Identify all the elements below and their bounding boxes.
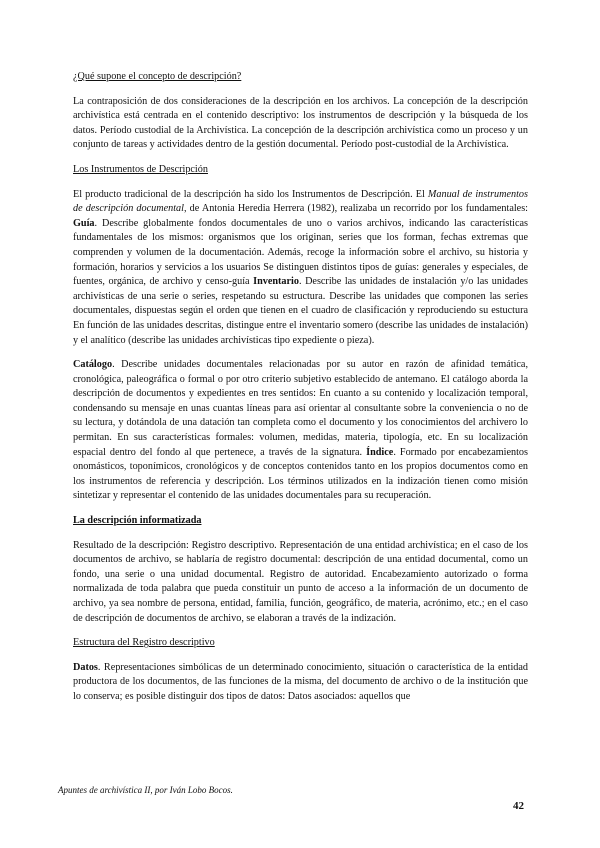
- term-datos: Datos: [73, 661, 98, 673]
- paragraph-concepto: La contraposición de dos consideraciones de la descripción en los archivos. La concepción de la descripción archivística está centrada en el contenido descriptivo: los instrumentos de descripción y la búsqueda de los datos. Período custodial de la Archivística. La concepción de la descripción archivística como un proceso y un conjunto de tareas y actividades dentro de la gestión documental. Período post-custodial de la Archivística.: [73, 95, 528, 151]
- section-heading-concepto: ¿Qué supone el concepto de descripción?: [73, 71, 242, 82]
- term-indice: Índice: [366, 446, 394, 458]
- text-span: , de Antonia Heredia Herrera (1982), realizaba un recorrido por los fundamentales:: [183, 203, 528, 215]
- paragraph-catalogo-indice: [73, 358, 528, 504]
- term-catalogo: Catálogo: [73, 359, 113, 371]
- paragraph-instrumentos-guia-inventario: [73, 188, 528, 349]
- term-inventario: Inventario: [253, 276, 299, 288]
- term-guia: Guía: [73, 217, 95, 229]
- section-heading-informatizada: La descripción informatizada: [73, 515, 202, 527]
- page-content: [73, 70, 528, 715]
- text-span: . Formado por encabezamientos onomásticos, toponímicos, cronológicos y de conceptos contenidos tanto en los propios documentos como en los instrumentos de referencia y descripción. Los términos utilizados en la indización tienen como misión sintetizar y representar el contenido de las unidades documentales para su recuperación.: [73, 446, 528, 502]
- section-heading-instrumentos: Los Instrumentos de Descripción: [73, 163, 208, 175]
- text-span: . Describe unidades documentales relacionadas por su autor en razón de afinidad temática, cronológica, paleográfica o formal o por otro criterio subjetivo establecido de antemano. El catálogo aborda la descripción de documentos y expedientes en tres sentidos: En cuanto a su contenido y localización temporal, condensando su mensaje en unas cuantas líneas para así orientar al consultante sobre la conveniencia o no de su lectura, y dotándola de una datación tan completa como el documento y los conocimientos del archivero lo permitan. En sus características formales: volumen, medidas, materia, tipología, etc. En su localización espacial dentro del fondo al que pertenece, a través de la signatura.: [73, 359, 528, 458]
- paragraph-estructura: [73, 661, 528, 705]
- text-span: . Representaciones simbólicas de un determinado conocimiento, situación o característica de la entidad productora de los documentos, de las funciones de la misma, del documento de archivo o de la institución que lo conserva; es posible distinguir dos tipos de datos: Datos asociados: aquellos que: [73, 661, 528, 702]
- text-span: . Describe las unidades de instalación y/o las unidades archivísticas de una serie o series, respetando su estructura. Describe las unidades que componen las series documentales, dispuestas según el orden que tienen en el cuadro de clasificación y reproduciendo su estuctura En función de las unidades descritas, distingue entre el inventario somero (describe las unidades de instalación) y el analítico (describe las unidades archivísticas tipo expediente o pieza).: [73, 276, 528, 346]
- page-number: 42: [513, 800, 524, 812]
- section-heading-estructura: Estructura del Registro descriptivo: [73, 637, 215, 649]
- text-span: . Describe globalmente fondos documentales de uno o varios archivos, indicando las características fundamentales de los mismos: organismos que los originan, series que los forman, fechas extremas que comprenden y volumen de la documentación. Además, recoge la información sobre el archivo, su historia y formación, horarios y servicios a los usuarios Se distinguen distintos tipos de guías: generales y especiales, de fuentes, orgánica, de archivo y censo-guía: [73, 217, 528, 288]
- paragraph-informatizada: Resultado de la descripción: Registro descriptivo. Representación de una entidad archivística; en el caso de los documentos de archivo, se hablaría de registro documental: descripción de una entidad documental, como un fondo, una serie o una unidad documental. Registro de autoridad. Encabezamiento autorizado o forma normalizada de toda palabra que pueda constituir un punto de acceso a la información de un documento de archivo, ya sea nombre de persona, entidad, familia, función, geográfico, de materia, acrónimo, etc.; en el caso de descripción de documentos de archivo, se elaboran a través de la indización.: [73, 539, 528, 624]
- footer-note: Apuntes de archivística II, por Iván Lobo Bocos.: [58, 785, 233, 795]
- italic-title: Manual de instrumentos de descripción documental: [73, 188, 528, 215]
- text-span: El producto tradicional de la descripción ha sido los Instrumentos de Descripción. El: [73, 188, 428, 200]
